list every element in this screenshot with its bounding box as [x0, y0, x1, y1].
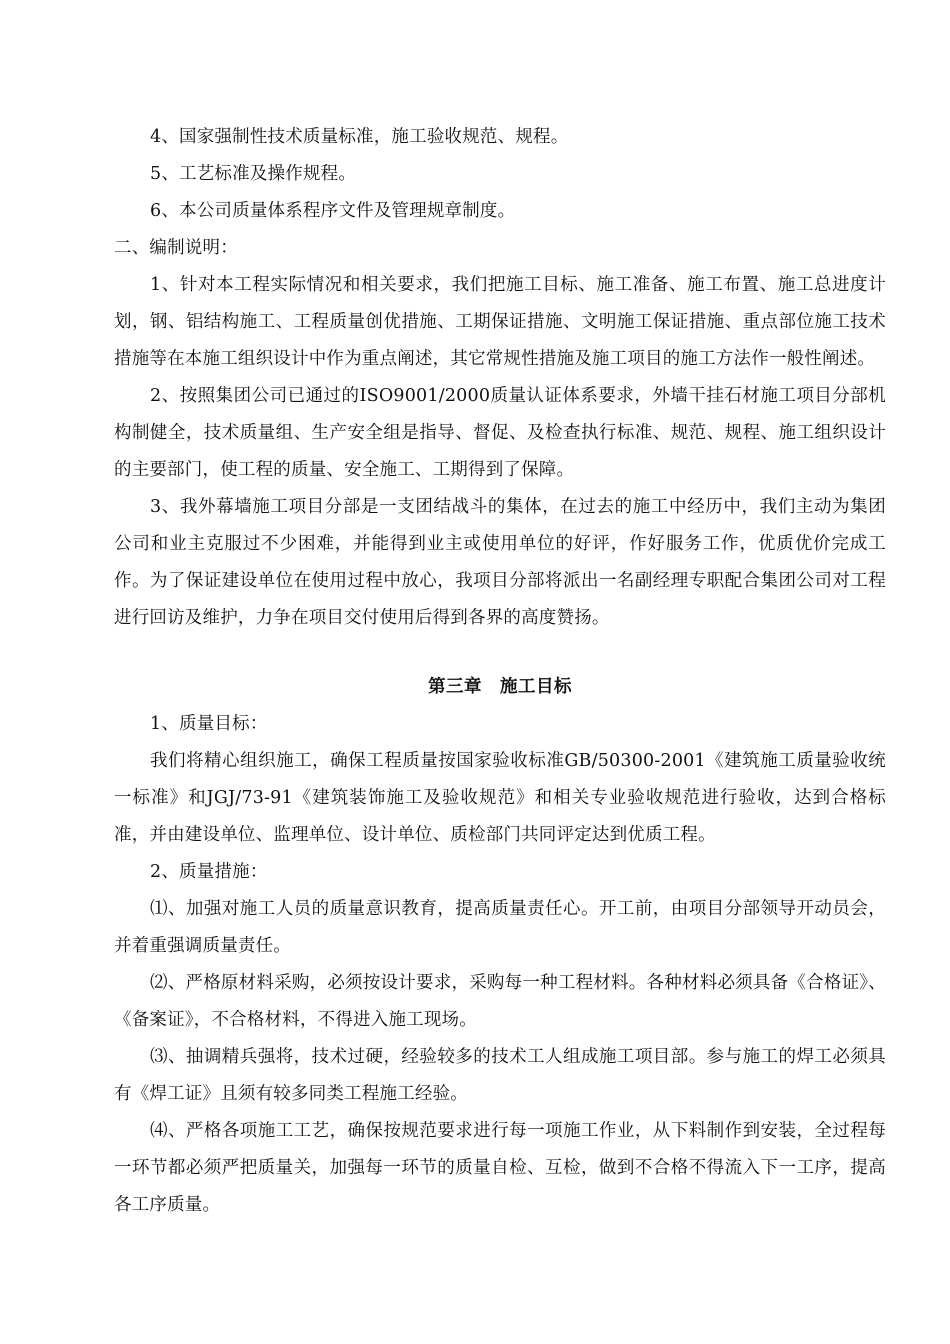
quality-measure-2: ⑵、严格原材料采购，必须按设计要求，采购每一种工程材料。各种材料必须具备《合格证》、《备案证》，不合格材料，不得进入施工现场。 — [114, 973, 886, 1030]
quality-goal-text: 我们将精心组织施工，确保工程质量按国家验收标准GB/50300-2001《建筑施工质量验收统一标准》和JGJ/73-91《建筑装饰施工及验收规范》和相关专业验收规范进行验收，达到合格标准，并由建设单位、监理单位、设计单位、质检部门共同评定达到优质工程。 — [114, 751, 886, 845]
section2-heading: 二、编制说明： — [114, 238, 238, 258]
chapter-title: 施工目标 — [500, 677, 572, 697]
chapter-heading — [114, 669, 886, 706]
quality-measures-heading: 2、质量措施： — [150, 862, 268, 882]
basis-item-6: 6、本公司质量体系程序文件及管理规章制度。 — [150, 201, 516, 221]
section2-paragraph-3: 3、我外幕墙施工项目分部是一支团结战斗的集体，在过去的施工中经历中，我们主动为集团公司和业主克服过不少困难，并能得到业主或使用单位的好评，作好服务工作，优质优价完成工作。为了保证建设单位在使用过程中放心，我项目分部将派出一名副经理专职配合集团公司对工程进行回访及维护，力争在项目交付使用后得到各界的高度赞扬。 — [114, 497, 886, 628]
section2-paragraph-1: 1、针对本工程实际情况和相关要求，我们把施工目标、施工准备、施工布置、施工总进度计划，钢、铝结构施工、工程质量创优措施、工期保证措施、文明施工保证措施、重点部位施工技术措施等在本施工组织设计中作为重点阐述，其它常规性措施及施工项目的施工方法作一般性阐述。 — [114, 275, 886, 369]
chapter-number: 第三章 — [428, 677, 482, 697]
basis-item-5: 5、工艺标准及操作规程。 — [150, 164, 357, 184]
quality-measure-3: ⑶、抽调精兵强将，技术过硬，经验较多的技术工人组成施工项目部。参与施工的焊工必须具有《焊工证》且须有较多同类工程施工经验。 — [114, 1047, 886, 1104]
quality-measure-1: ⑴、加强对施工人员的质量意识教育，提高质量责任心。开工前，由项目分部领导开动员会，并着重强调质量责任。 — [114, 899, 886, 956]
section2-paragraph-2: 2、按照集团公司已通过的ISO9001/2000质量认证体系要求，外墙干挂石材施工项目分部机构制健全，技术质量组、生产安全组是指导、督促、及检查执行标准、规范、规程、施工组织设计的主要部门，使工程的质量、安全施工、工期得到了保障。 — [114, 386, 886, 480]
basis-item-4: 4、国家强制性技术质量标准，施工验收规范、规程。 — [150, 127, 569, 147]
quality-measure-4: ⑷、严格各项施工工艺，确保按规范要求进行每一项施工作业，从下料制作到安装，全过程每一环节都必须严把质量关，加强每一环节的质量自检、互检，做到不合格不得流入下一工序，提高各工序质量。 — [114, 1121, 886, 1215]
quality-goal-heading: 1、质量目标： — [150, 714, 268, 734]
document-body — [114, 119, 886, 1224]
